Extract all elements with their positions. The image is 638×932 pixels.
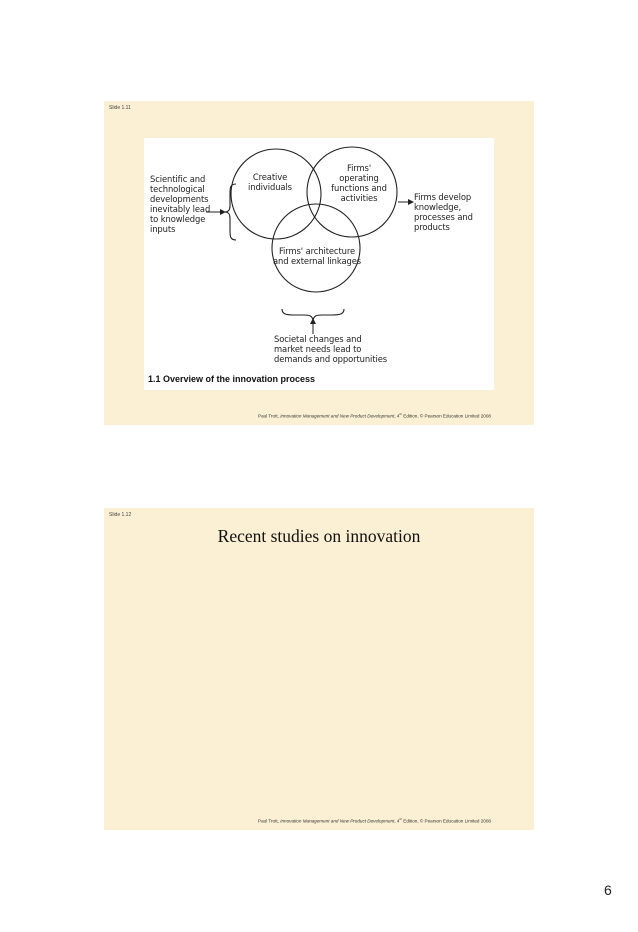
bottom-arrowhead	[310, 318, 316, 324]
slide-1-11	[104, 101, 534, 425]
slide-title: Recent studies on innovation	[217, 526, 421, 546]
page-number: 6	[604, 882, 612, 898]
slide-number: Slide 1.11	[109, 105, 131, 111]
innovation-process-figure	[144, 138, 494, 390]
slide-1-12	[104, 508, 534, 830]
slide-number: Slide 1.12	[109, 512, 132, 518]
firms-develop-label: Firms develop knowledge, processes and products	[414, 192, 473, 232]
slide-footer: Paul Trott, Innovation Management and New Product Development, 4th Edition, © Pearson Education Limited 2008	[258, 412, 491, 419]
figure-caption: 1.1 Overview of the innovation process	[148, 374, 316, 384]
creative-individuals-label: Creative individuals	[248, 172, 292, 192]
societal-changes-label: Societal changes and market needs lead to demands and opportunities	[274, 334, 388, 364]
slide-footer: Paul Trott, Innovation Management and New Product Development, 4th Edition, © Pearson Education Limited 2008	[258, 817, 491, 824]
scientific-inputs-label: Scientific and technological developments inevitably lead to knowledge inputs	[150, 174, 211, 234]
firms-architecture-label: Firms' architecture and external linkages	[272, 246, 362, 266]
firms-operating-label: Firms' operating functions and activities	[331, 163, 387, 203]
